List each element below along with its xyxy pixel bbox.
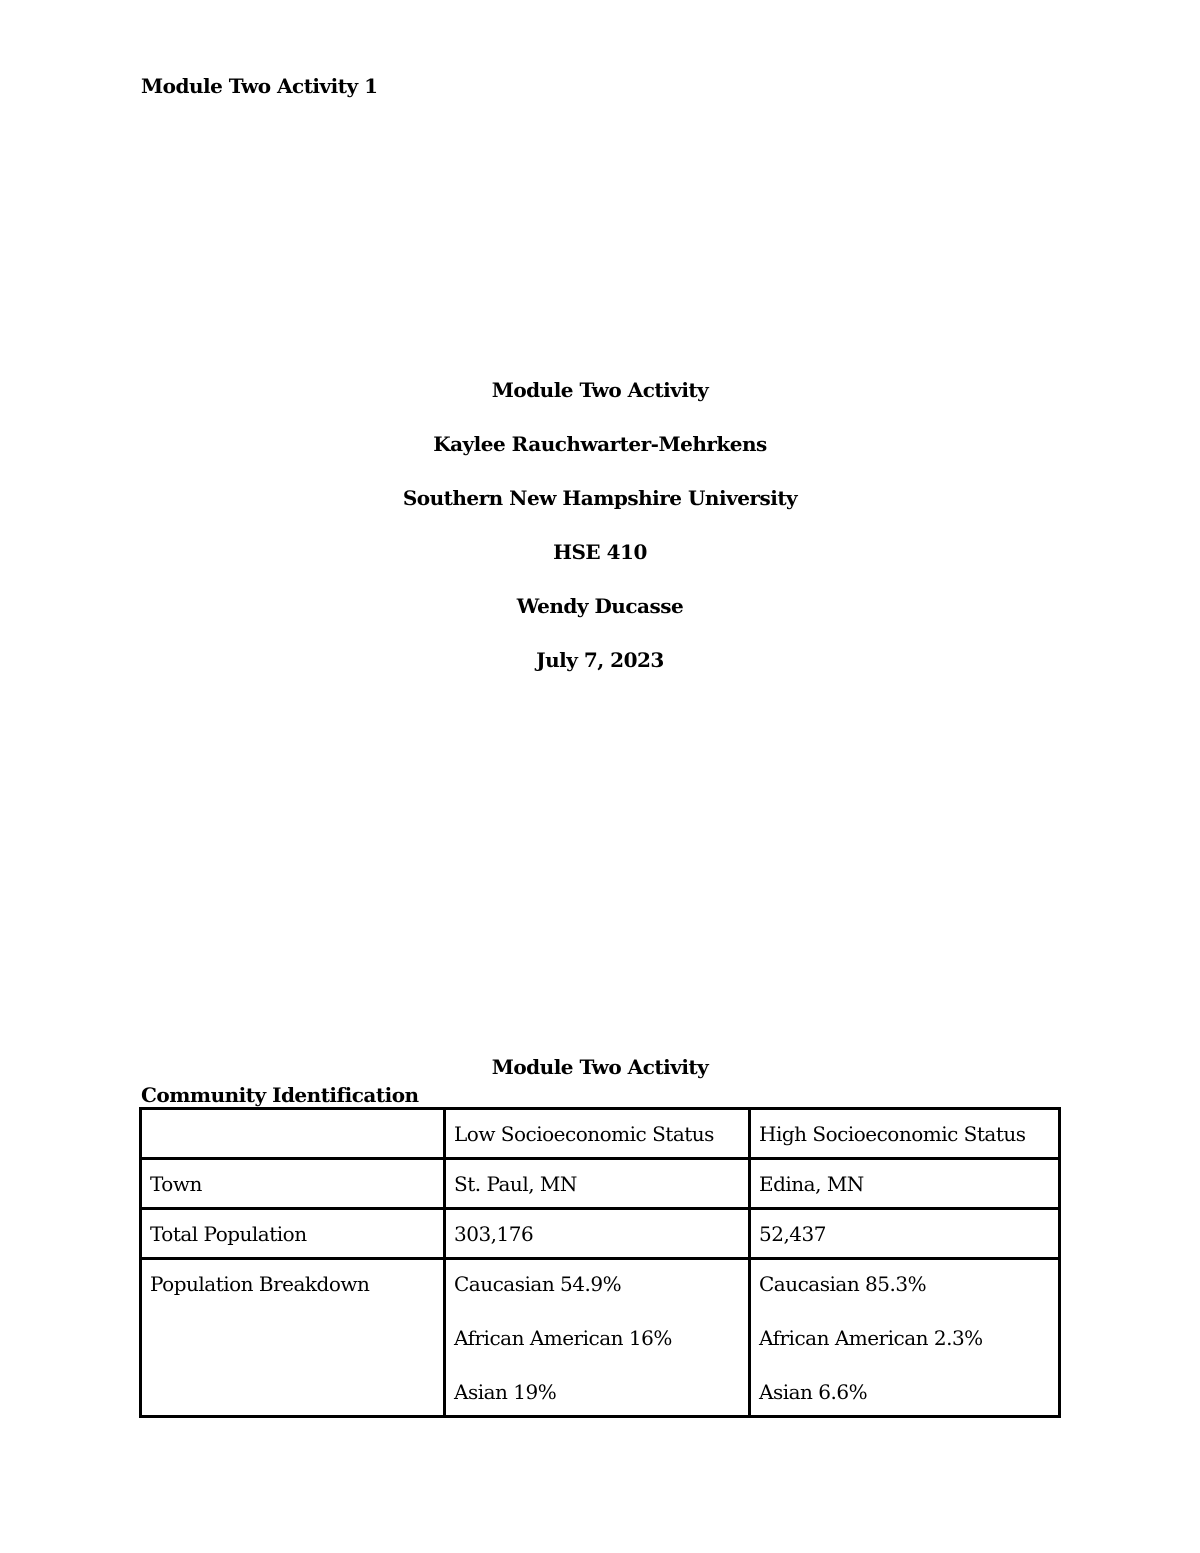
author-name: Kaylee Rauchwarter-Mehrkens	[433, 432, 767, 456]
cell-value: 303,176	[454, 1222, 534, 1246]
table-header-cell-low: Low Socioeconomic Status	[445, 1109, 750, 1159]
running-head: Module Two Activity 1	[141, 74, 378, 98]
cell-breakdown-low	[445, 1259, 750, 1417]
cell-value: Caucasian 85.3%	[759, 1272, 927, 1296]
cell-value: African American 2.3%	[759, 1326, 983, 1350]
paper-title: Module Two Activity	[491, 378, 709, 402]
cell-breakdown-high	[750, 1259, 1060, 1417]
title-page-block	[0, 377, 1200, 701]
table-header-cell-empty	[141, 1109, 445, 1159]
section-title: Module Two Activity	[491, 1055, 709, 1079]
cell-town-low	[445, 1159, 750, 1209]
cell-value: St. Paul, MN	[454, 1172, 577, 1196]
row-label-population-breakdown: Population Breakdown	[141, 1259, 445, 1417]
row-label-total-population: Total Population	[141, 1209, 445, 1259]
cell-value: African American 16%	[454, 1326, 672, 1350]
course-code: HSE 410	[553, 540, 647, 564]
cell-value: Caucasian 54.9%	[454, 1272, 622, 1296]
community-table	[139, 1107, 1061, 1418]
instructor-name: Wendy Ducasse	[516, 594, 684, 618]
institution-name: Southern New Hampshire University	[402, 486, 798, 510]
table-header-row	[141, 1109, 1060, 1159]
cell-population-high	[750, 1209, 1060, 1259]
cell-town-high	[750, 1159, 1060, 1209]
row-label-town: Town	[141, 1159, 445, 1209]
table-row	[141, 1159, 1060, 1209]
table-row	[141, 1259, 1060, 1417]
cell-value: Asian 19%	[454, 1380, 557, 1404]
cell-value: 52,437	[759, 1222, 826, 1246]
cell-value: Edina, MN	[759, 1172, 864, 1196]
table-header-cell-high: High Socioeconomic Status	[750, 1109, 1060, 1159]
table-caption: Community Identification	[141, 1083, 419, 1107]
table-row	[141, 1209, 1060, 1259]
submission-date: July 7, 2023	[536, 648, 664, 672]
cell-population-low	[445, 1209, 750, 1259]
cell-value: Asian 6.6%	[759, 1380, 868, 1404]
